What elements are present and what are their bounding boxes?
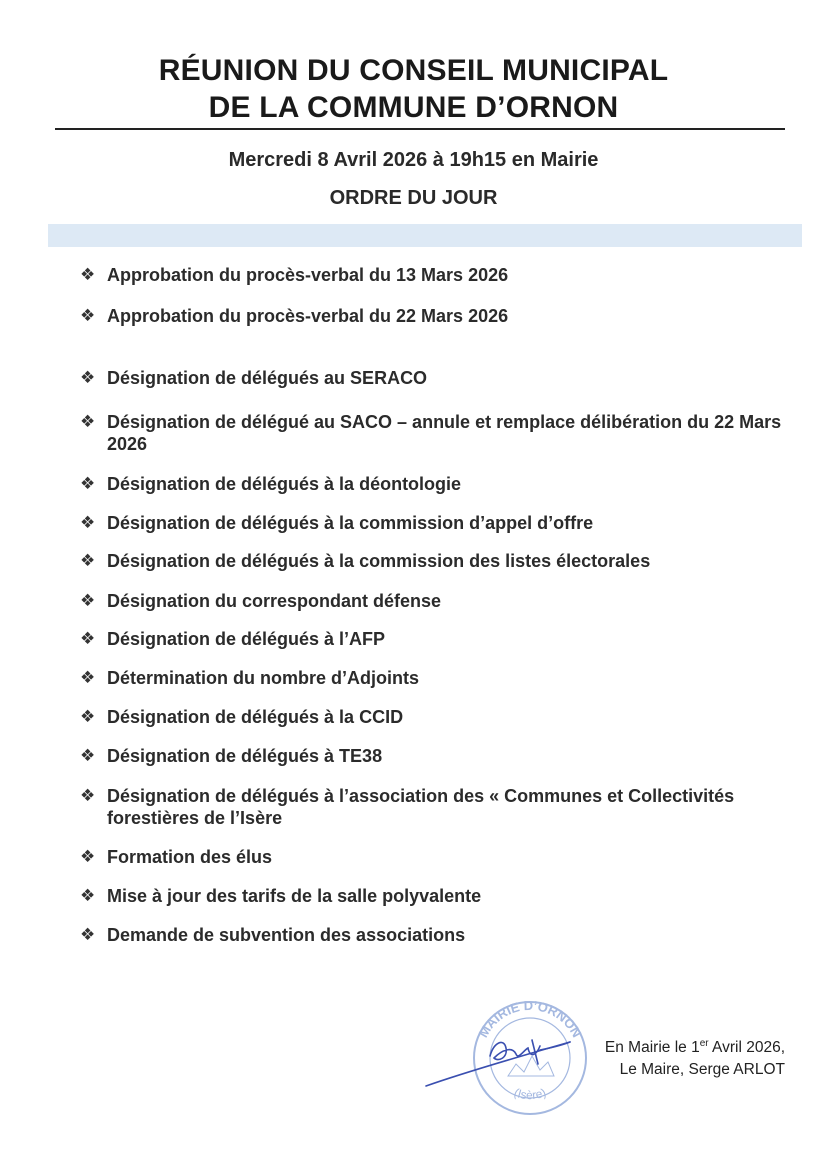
agenda-item	[80, 628, 792, 650]
diamond-bullet-icon: ❖	[80, 707, 96, 726]
stamp-text-top: MAIRIE D’ORNON	[475, 998, 585, 1040]
diamond-bullet-icon: ❖	[80, 591, 96, 610]
agenda-item	[80, 590, 792, 612]
agenda-item-text: Désignation de délégués à la commission d’appel d’offre	[107, 513, 594, 533]
agenda-item	[80, 550, 792, 572]
diamond-bullet-icon: ❖	[80, 513, 96, 532]
diamond-bullet-icon: ❖	[80, 265, 96, 284]
diamond-bullet-icon: ❖	[80, 847, 96, 866]
agenda-item-text: Désignation du correspondant défense	[107, 591, 442, 611]
agenda-item-text: Désignation de délégués au SERACO	[107, 368, 428, 388]
title-divider	[55, 128, 785, 130]
signatory-name: Le Maire, Serge ARLOT	[619, 1061, 785, 1078]
agenda-item-text: Désignation de délégués à l’association des « Communes et Collectivités forestières de l’Isère	[107, 786, 735, 828]
agenda-item-text: Désignation de délégués à la CCID	[107, 707, 404, 727]
diamond-bullet-icon: ❖	[80, 886, 96, 905]
agenda-item	[80, 667, 792, 689]
agenda-item-text: Mise à jour des tarifs de la salle polyvalente	[107, 886, 482, 906]
signature-place-date: En Mairie le 1er Avril 2026,	[604, 1037, 785, 1056]
agenda-item	[80, 512, 792, 534]
agenda-item-text: Formation des élus	[107, 847, 273, 867]
diamond-bullet-icon: ❖	[80, 306, 96, 325]
agenda-item	[80, 367, 792, 389]
date-superscript: er	[699, 1037, 709, 1049]
stamp-text-bottom: (Isère)	[512, 1085, 548, 1103]
agenda-heading: ORDRE DU JOUR	[329, 187, 498, 209]
agenda-item	[80, 411, 792, 455]
agenda-item-text: Demande de subvention des associations	[107, 925, 466, 945]
agenda-item	[80, 846, 792, 868]
diamond-bullet-icon: ❖	[80, 474, 96, 493]
document-title	[0, 52, 827, 126]
diamond-bullet-icon: ❖	[80, 786, 96, 805]
agenda-item-text: Approbation du procès-verbal du 13 Mars 2026	[107, 265, 509, 285]
agenda-item	[80, 785, 792, 829]
mairie-stamp	[420, 998, 600, 1128]
agenda-item-text: Désignation de délégués à TE38	[107, 746, 383, 766]
diamond-bullet-icon: ❖	[80, 551, 96, 570]
diamond-bullet-icon: ❖	[80, 629, 96, 648]
diamond-bullet-icon: ❖	[80, 412, 96, 431]
agenda-item-text: Désignation de délégués à la commission des listes électorales	[107, 551, 651, 571]
diamond-bullet-icon: ❖	[80, 746, 96, 765]
agenda-item	[80, 885, 792, 907]
agenda-item	[80, 264, 792, 286]
agenda-item-text: Désignation de délégués à la déontologie	[107, 474, 462, 494]
agenda-item	[80, 924, 792, 946]
diamond-bullet-icon: ❖	[80, 668, 96, 687]
agenda-item	[80, 745, 792, 767]
agenda-item-text: Détermination du nombre d’Adjoints	[107, 668, 420, 688]
agenda-item	[80, 305, 792, 327]
agenda-item	[80, 473, 792, 495]
signature-block	[605, 1037, 785, 1081]
stamp-emblem-icon	[508, 1056, 554, 1076]
title-line-1: RÉUNION DU CONSEIL MUNICIPAL	[158, 54, 669, 87]
agenda-item	[80, 706, 792, 728]
diamond-bullet-icon: ❖	[80, 368, 96, 387]
meeting-date-location: Mercredi 8 Avril 2026 à 19h15 en Mairie	[228, 149, 599, 171]
agenda-item-text: Approbation du procès-verbal du 22 Mars 2026	[107, 306, 509, 326]
title-line-2: DE LA COMMUNE D’ORNON	[208, 91, 619, 124]
decorative-band	[48, 224, 802, 247]
agenda-item-text: Désignation de délégués à l’AFP	[107, 629, 386, 649]
agenda-item-text: Désignation de délégué au SACO – annule et remplace délibération du 22 Mars 2026	[107, 412, 782, 454]
diamond-bullet-icon: ❖	[80, 925, 96, 944]
